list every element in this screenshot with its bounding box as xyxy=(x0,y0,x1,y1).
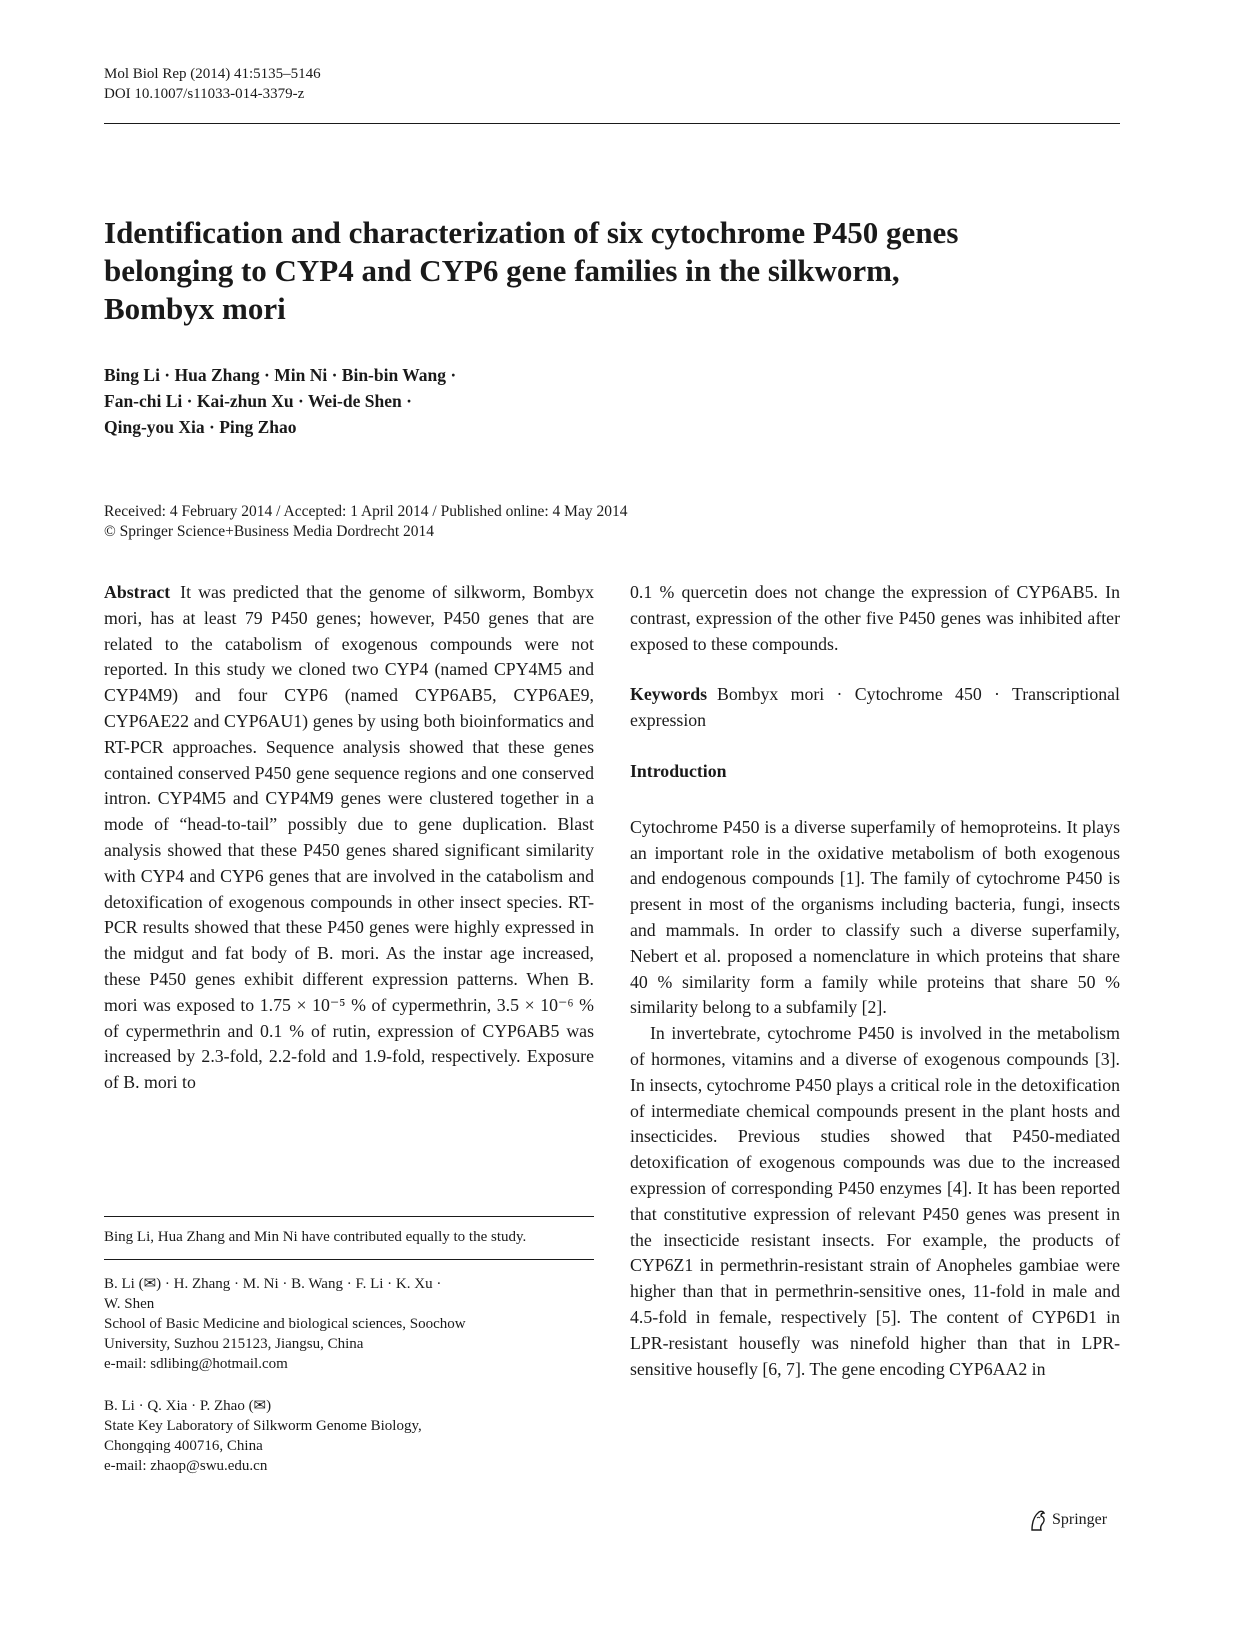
abstract-label: Abstract xyxy=(104,582,171,602)
affiliation-1-institution: School of Basic Medicine and biological sciences, Soochow xyxy=(104,1316,466,1332)
abstract xyxy=(104,580,594,1096)
footnotes xyxy=(104,1216,594,1476)
journal-citation: Mol Biol Rep (2014) 41:5135–5146 xyxy=(104,66,321,82)
affiliation-1-names-2: W. Shen xyxy=(104,1296,155,1312)
publisher-footer xyxy=(1028,1508,1107,1532)
paper-title xyxy=(104,214,1104,328)
journal-header xyxy=(104,64,321,104)
authors-line-2: Fan-chi Li · Kai-zhun Xu · Wei-de Shen · xyxy=(104,391,412,411)
springer-horse-icon xyxy=(1028,1508,1048,1532)
affiliation-1 xyxy=(104,1274,594,1374)
title-line-2: belonging to CYP4 and CYP6 gene families in the silkworm, xyxy=(104,253,900,288)
affiliation-2-email[interactable]: e-mail: zhaop@swu.edu.cn xyxy=(104,1458,268,1474)
authors-line-3: Qing-you Xia · Ping Zhao xyxy=(104,417,297,437)
received-accepted-published: Received: 4 February 2014 / Accepted: 1 April 2014 / Published online: 4 May 2014 xyxy=(104,503,628,520)
affiliation-2-institution: State Key Laboratory of Silkworm Genome Biology, xyxy=(104,1418,422,1434)
equal-contribution-note: Bing Li, Hua Zhang and Min Ni have contributed equally to the study. xyxy=(104,1229,527,1245)
title-line-1: Identification and characterization of six cytochrome P450 genes xyxy=(104,215,959,250)
keywords-text: Bombyx mori · Cytochrome 450 · Transcriptional expression xyxy=(630,684,1120,731)
authors-line-1: Bing Li · Hua Zhang · Min Ni · Bin-bin Wang · xyxy=(104,365,457,385)
affiliation-2-names: B. Li · Q. Xia · P. Zhao (✉) xyxy=(104,1398,272,1414)
affiliation-2-address: Chongqing 400716, China xyxy=(104,1438,263,1454)
publication-dates xyxy=(104,502,1004,542)
abstract-continuation: 0.1 % quercetin does not change the expression of CYP6AB5. In contrast, expression of the other five P450 genes was inhibited after exposed to these compounds. xyxy=(630,582,1120,654)
header-rule xyxy=(104,123,1120,124)
footnote-gap xyxy=(104,1374,594,1396)
keywords-label: Keywords xyxy=(630,684,708,705)
introduction-paragraph-2: In invertebrate, cytochrome P450 is involved in the metabolism of hormones, vitamins and a diverse of exogenous compounds [3]. In insects, cytochrome P450 plays a critical role in the detoxification of intermediate chemical compounds present in the plant hosts and insecticides. Previous studies showed that P450-mediated detoxification of exogenous compounds was due to the increased expression of corresponding P450 enzymes [4]. It has been reported that constitutive expression of relevant P450 genes was present in the insecticide resistant insects. For example, the products of CYP6Z1 in permethrin-resistant strain of Anopheles gambiae were higher than that in permethrin-sensitive ones, 11-fold in male and 4.5-fold in female, respectively [5]. The content of CYP6D1 in LPR-resistant housefly was ninefold higher than that in LPR-sensitive housefly [6, 7]. The gene encoding CYP6AA2 in xyxy=(630,1023,1120,1379)
affiliation-2 xyxy=(104,1396,594,1476)
abstract-text: It was predicted that the genome of silkworm, Bombyx mori, has at least 79 P450 genes; however, P450 genes that are related to the catabolism of exogenous compounds were not reported. In this study we cloned two CYP4 (named CPY4M5 and CYP4M9) and four CYP6 (named CYP6AB5, CYP6AE9, CYP6AE22 and CYP6AU1) genes by using both bioinformatics and RT-PCR approaches. Sequence analysis showed that these genes contained conserved P450 gene sequence regions and one conserved intron. CYP4M5 and CYP4M9 genes were clustered together in a mode of “head-to-tail” possibly due to gene duplication. Blast analysis showed that these P450 genes shared significant similarity with CYP4 and CYP6 genes that are involved in the catabolism and detoxification of exogenous compounds in other insect species. RT-PCR results showed that these P450 genes were highly expressed in the midgut and fat body of B. mori. As the instar age increased, these P450 genes exhibit different expression patterns. When B. mori was exposed to 1.75 × 10⁻⁵ % of cypermethrin, 3.5 × 10⁻⁶ % of cypermethrin and 0.1 % of rutin, expression of CYP6AB5 was increased by 2.3-fold, 2.2-fold and 1.9-fold, respectively. Exposure of B. mori to xyxy=(104,582,594,1093)
introduction-heading: Introduction xyxy=(630,760,727,781)
publisher-name: Springer xyxy=(1052,1511,1108,1528)
footnote-rule xyxy=(104,1216,594,1217)
introduction-paragraph-1: Cytochrome P450 is a diverse superfamily of hemoproteins. It plays an important role in the oxidative metabolism of both exogenous and endogenous compounds [1]. The family of cytochrome P450 is present in most of the organisms including bacteria, fungi, insects and mammals. In order to classify such a diverse superfamily, Nebert et al. proposed a nomenclature in which proteins that share 40 % similarity form a family while proteins that share 50 % similarity belong to a subfamily [2]. xyxy=(630,816,1120,1018)
footnote-divider xyxy=(104,1259,594,1260)
keywords xyxy=(630,682,1120,734)
doi: DOI 10.1007/s11033-014-3379-z xyxy=(104,86,305,102)
affiliation-1-names: B. Li (✉) · H. Zhang · M. Ni · B. Wang · F. Li · K. Xu · xyxy=(104,1276,442,1292)
affiliation-1-email[interactable]: e-mail: sdlibing@hotmail.com xyxy=(104,1356,288,1372)
author-list xyxy=(104,362,904,440)
copyright: © Springer Science+Business Media Dordrecht 2014 xyxy=(104,523,435,540)
left-column xyxy=(104,580,594,1096)
title-line-3: Bombyx mori xyxy=(104,291,286,326)
right-column xyxy=(630,580,1120,1382)
affiliation-1-address: University, Suzhou 215123, Jiangsu, China xyxy=(104,1336,364,1352)
